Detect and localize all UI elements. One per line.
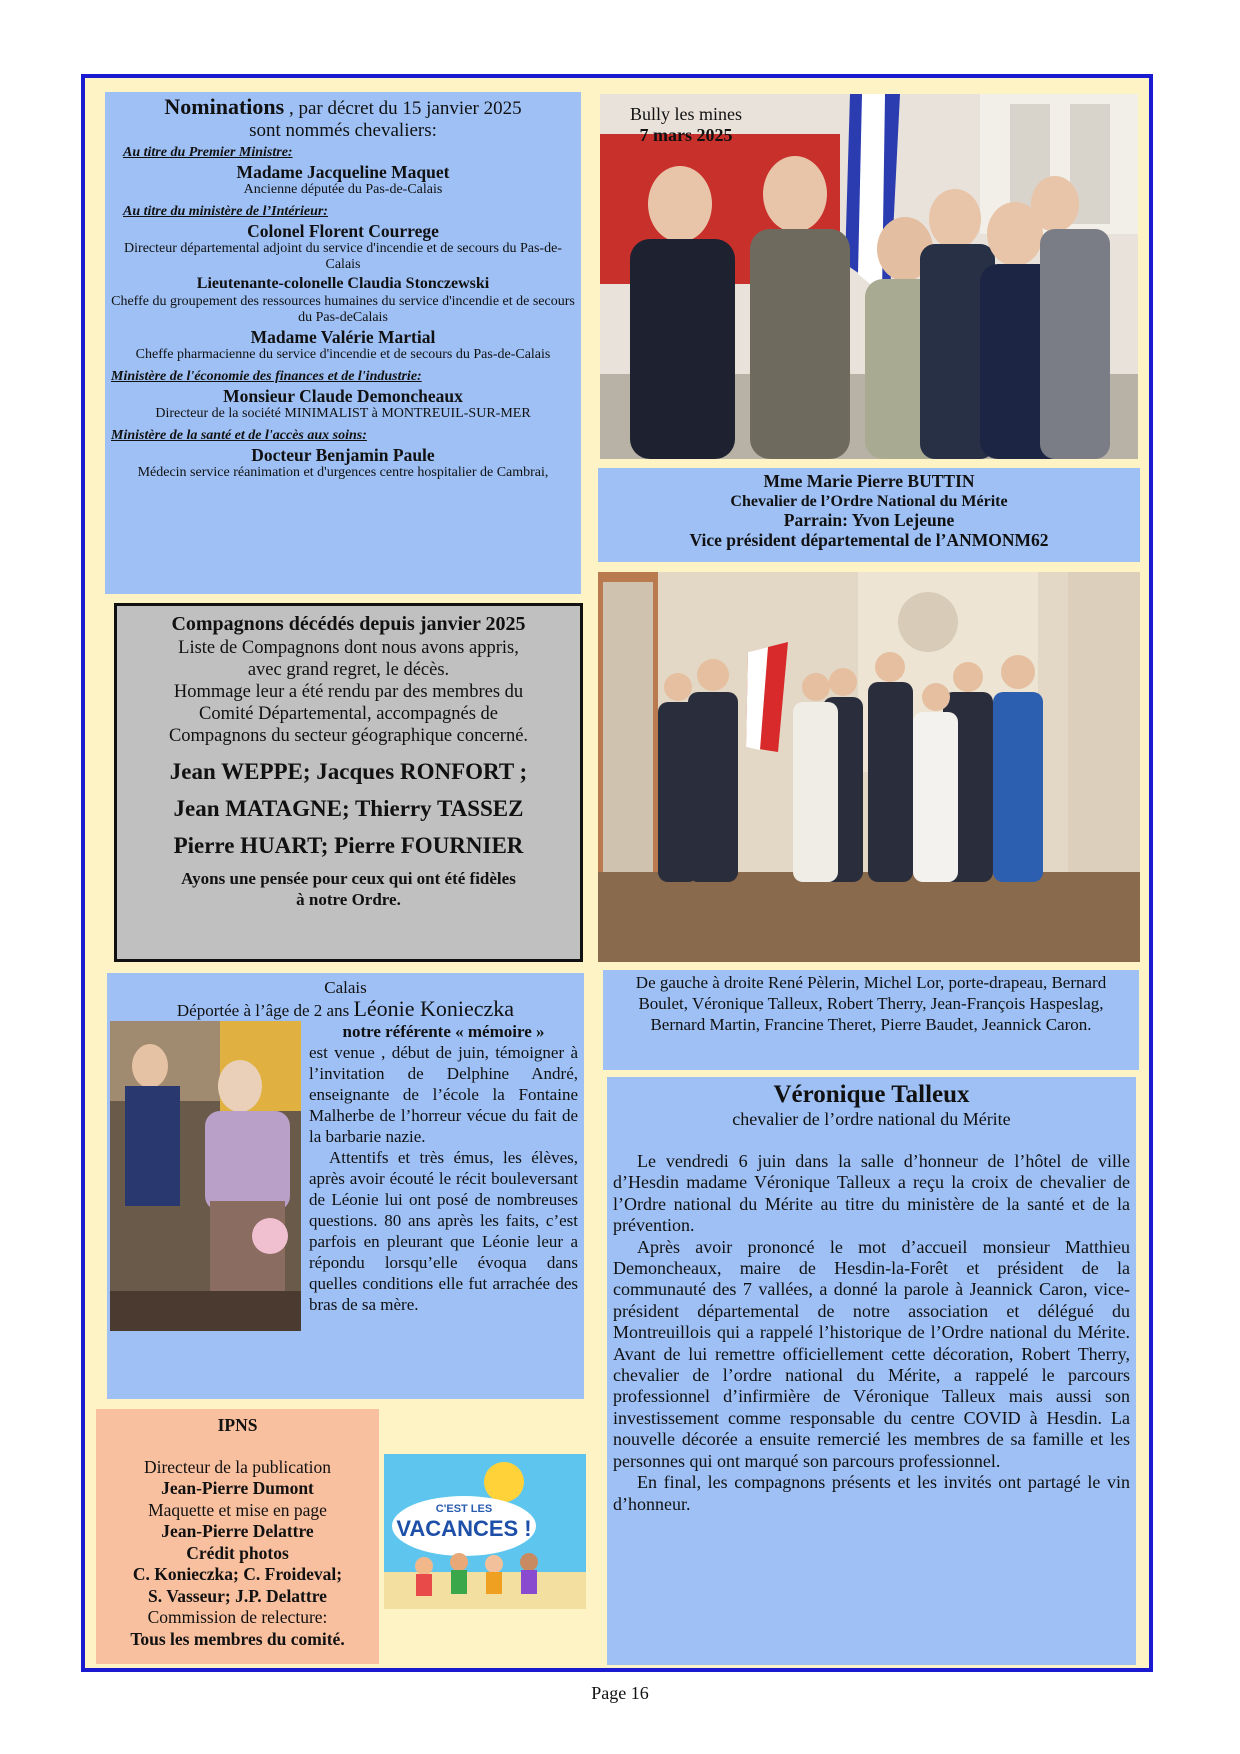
talleux-paragraph: Après avoir prononcé le mot d’accueil monsieur Matthieu Demoncheaux, maire de Hesdin-la-Forêt et président de la communauté des 7 vallées, a donné la parole à Jeannick Caron, vice-président départemental de notre association et délégué du Montreuillois qui a rappelé l’historique de l’Ordre national du Mérite. Avant de lui remettre officiellement cette décoration, Robert Therry, chevalier de l’ordre national du Mérite, a rappelé le parcours professionnel d’infirmière de Véronique Talleux mais aussi son investissement comme responsable du centre COVID à Hesdin. La nouvelle décorée a ensuite remercié les membres de sa famille et les personnes qui ont marqué son parcours professionnel. <box>613 1236 1130 1471</box>
talleux-title: Véronique Talleux <box>773 1081 970 1108</box>
vacances-line1: C'EST LES <box>435 1503 493 1515</box>
buttin-title: Chevalier de l’Ordre National du Mérite <box>730 492 1008 510</box>
ipns-director-label: Directeur de la publication <box>143 1456 332 1477</box>
photo-caption-bully: Bully les mines 7 mars 2025 <box>630 104 742 145</box>
compagnons-footer: Ayons une pensée pour ceux qui ont été fidèles à notre Ordre. <box>181 869 516 909</box>
section-heading: Au titre du ministère de l’Intérieur: <box>123 204 328 219</box>
ipns-box <box>96 1409 379 1664</box>
nominee-role: Directeur départemental adjoint du service d'incendie et de secours du Pas-de-Calais <box>124 240 562 272</box>
buttin-parrain-role: Vice président départemental de l’ANMONM62 <box>689 529 1049 550</box>
nominee-name: Docteur Benjamin Paule <box>251 444 435 465</box>
ipns-photo-names: C. Konieczka; C. Froideval; <box>132 1564 343 1584</box>
group-photo-hesdin <box>598 572 1140 962</box>
nominee-role: Directeur de la société MINIMALIST à MONTREUIL-SUR-MER <box>155 405 531 421</box>
section-heading: Ministère de l'économie des finances et de l'industrie: <box>111 369 422 384</box>
page-number: Page 16 <box>591 1683 649 1703</box>
vacances-illustration <box>384 1454 586 1609</box>
talleux-paragraph: En final, les compagnons présents et les invités ont partagé le vin d’honneur. <box>613 1472 1130 1514</box>
calais-body: notre référente « mémoire » est venue , début de juin, témoigner à l’invitation de Delphine André, enseignante de l’école la Fontaine Malherbe de l’horreur vécue du fait de la barbarie nazie. Attentifs et très émus, les élèves, après avoir écouté le récit bouleversant de Léonie lui ont posé de nombreuses questions. 80 ans après les faits, c’est parfois en pleurant que Léonie leur a répondu lorsqu’elle évoqua dans quelles conditions elle fut arrachée des bras de sa mère. <box>309 1022 578 1314</box>
nominee-name: Madame Valérie Martial <box>250 326 436 347</box>
compagnons-text: Liste de Compagnons dont nous avons appris, avec grand regret, le décès. Hommage leur a été rendu par des membres du Comité Départemental, accompagnés de Compagnons du secteur géographique concerné. <box>168 638 529 746</box>
compagnons-title: Compagnons décédés depuis janvier 2025 <box>171 613 526 635</box>
talleux-paragraph: Le vendredi 6 juin dans la salle d’honneur de l’hôtel de ville d’Hesdin madame Véronique Talleux a reçu la croix de chevalier de l’Ordre national du Mérite au titre du ministère de la santé et de la prévention. <box>613 1151 1130 1236</box>
nominee-name: Colonel Florent Courrege <box>247 220 439 241</box>
group-photo-bully <box>600 94 1138 459</box>
ipns-title: IPNS <box>217 1415 258 1435</box>
calais-article <box>107 973 584 1399</box>
nominee-role: Cheffe pharmacienne du service d'incendie et de secours du Pas-de-Calais <box>135 346 551 362</box>
nominee-role: Médecin service réanimation et d'urgences centre hospitalier de Cambrai, <box>137 464 549 480</box>
talleux-article <box>607 1077 1136 1665</box>
nominee-role: Cheffe du groupement des ressources humaines du service d'incendie et de secours du Pas-deCalais <box>111 293 575 325</box>
ipns-review-name: Tous les membres du comité. <box>130 1628 345 1649</box>
hesdin-photo-caption: De gauche à droite René Pèlerin, Michel Lor, porte-drapeau, Bernard Boulet, Véronique Talleux, Robert Therry, Jean-François Haspeslag, Bernard Martin, Francine Theret, Pierre Baudet, Jeannick Caron. <box>603 970 1139 1070</box>
nominations-title: Nominations , par décret du 15 janvier 2025 sont nommés chevaliers: <box>164 94 522 141</box>
ipns-review-label: Commission de relecture: <box>147 1607 328 1627</box>
nominations-box <box>105 92 581 594</box>
nominee-role: Ancienne députée du Pas-de-Calais <box>243 181 443 197</box>
compagnons-names: Jean WEPPE; Jacques RONFORT ; Jean MATAGNE; Thierry TASSEZ Pierre HUART; Pierre FOURNIER <box>169 759 528 858</box>
talleux-subtitle: chevalier de l’ordre national du Mérite <box>732 1109 1011 1129</box>
calais-header: Calais Déportée à l’âge de 2 ans Léonie Konieczka <box>176 978 515 1021</box>
ipns-layout-label: Maquette et mise en page <box>148 1499 327 1520</box>
buttin-parrain: Parrain: Yvon Lejeune <box>783 510 955 530</box>
buttin-name: Mme Marie Pierre BUTTIN <box>763 471 975 491</box>
ipns-photo-label: Crédit photos <box>186 1542 289 1563</box>
leonie-photo <box>110 1021 301 1331</box>
ipns-layout-name: Jean-Pierre Delattre <box>161 1521 314 1541</box>
ipns-director-name: Jean-Pierre Dumont <box>161 1478 314 1498</box>
section-heading: Ministère de la santé et de l'accès aux soins: <box>111 428 367 443</box>
buttin-box <box>598 468 1140 562</box>
nominee-name: Monsieur Claude Demoncheaux <box>223 385 463 406</box>
section-heading: Au titre du Premier Ministre: <box>123 145 293 160</box>
ipns-photo-names: S. Vasseur; J.P. Delattre <box>148 1585 327 1606</box>
nominee-name: Madame Jacqueline Maquet <box>236 161 450 182</box>
vacances-line2: VACANCES ! <box>396 1516 532 1541</box>
compagnons-decedes-box <box>114 603 583 962</box>
nominee-name: Lieutenante-colonelle Claudia Stonczewski <box>196 274 490 292</box>
